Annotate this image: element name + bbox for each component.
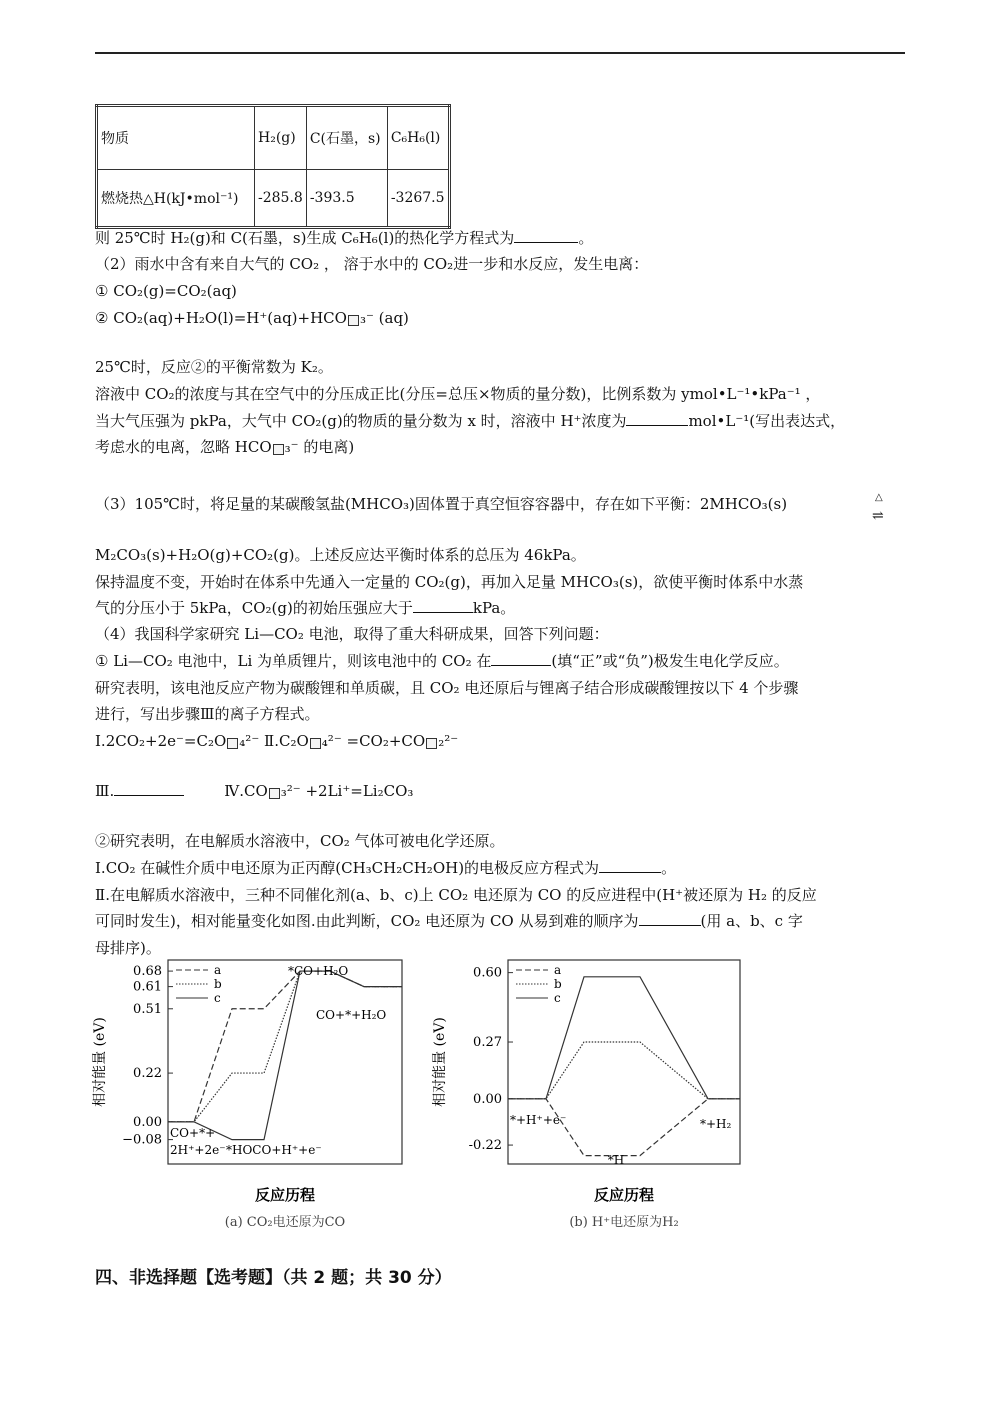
- series-line-b: [508, 1042, 740, 1099]
- text-line: ① Li—CO₂ 电池中，Li 为单质锂片，则该电池中的 CO₂ 在 (填“正”或“负”)极发生电化学反应。: [95, 652, 789, 670]
- table-row: [97, 170, 450, 228]
- answer-blank: [599, 858, 661, 873]
- text-line: 气的分压小于 5kPa，CO₂(g)的初始压强应大于 kPa。: [95, 599, 516, 617]
- chart-annotation: *HOCO+H⁺+e⁻: [226, 1143, 322, 1157]
- missing-image-icon: [348, 315, 359, 326]
- legend-label: a: [554, 963, 562, 977]
- y-tick-label: 0.61: [133, 979, 162, 995]
- text-line: M₂CO₃(s)+H₂O(g)+CO₂(g)。上述反应达平衡时体系的总压为 46kPa。: [95, 546, 586, 564]
- legend-label: b: [214, 977, 222, 991]
- answer-blank: [514, 228, 578, 243]
- text-line: 当大气压强为 pkPa，大气中 CO₂(g)的物质的量分数为 x 时，溶液中 H⁺浓度为 mol•L⁻¹(写出表达式，: [95, 412, 846, 430]
- text-line: ②研究表明，在电解质水溶液中，CO₂ 气体可被电化学还原。: [95, 832, 505, 850]
- y-axis-label: 相对能量 (eV): [432, 1017, 448, 1107]
- series-line-b: [168, 971, 402, 1122]
- chart-annotation: *CO+H₂O: [288, 964, 349, 978]
- chart-annotation: CO+*+: [170, 1126, 216, 1140]
- answer-blank: [114, 781, 184, 796]
- y-tick-label: 0.68: [133, 964, 162, 980]
- missing-image-icon: [273, 444, 284, 455]
- answer-blank: [626, 411, 688, 426]
- table-header-cell: C₆H₆(l): [387, 106, 449, 170]
- table-header-cell: 物质: [97, 106, 255, 170]
- chart-annotation: *H: [607, 1153, 625, 1167]
- text-line: 母排序)。: [95, 939, 161, 957]
- y-tick-label: 0.22: [133, 1066, 162, 1082]
- text-line: Ⅱ.在电解质水溶液中，三种不同催化剂(a、b、c)上 CO₂ 电还原为 CO 的反应进程中(H⁺被还原为 H₂ 的反应: [95, 886, 817, 904]
- table-header-cell: C(石墨，s): [306, 106, 387, 170]
- text-line: Ⅰ.CO₂ 在碱性介质中电还原为正丙醇(CH₃CH₂CH₂OH)的电极反应方程式为 。: [95, 859, 677, 877]
- x-axis-label: 反应历程: [254, 1186, 316, 1204]
- series-line-c: [508, 977, 740, 1099]
- text-line: 则 25℃时 H₂(g)和 C(石墨，s)生成 C₆H₆(l)的热化学方程式为 。: [95, 229, 594, 247]
- text-line: 保持温度不变，开始时在体系中先通入一定量的 CO₂(g)，再加入足量 MHCO₃(s)，欲使平衡时体系中水蒸: [95, 573, 804, 591]
- table-cell: -3267.5: [387, 170, 449, 228]
- y-axis-label: 相对能量 (eV): [92, 1017, 108, 1107]
- legend-label: c: [214, 991, 221, 1005]
- chart-title: (b) H⁺电还原为H₂: [569, 1215, 679, 1230]
- y-tick-label: −0.08: [122, 1132, 162, 1148]
- legend-label: b: [554, 977, 562, 991]
- text-line: Ⅰ.2CO₂+2e⁻=C₂O ₄²⁻ Ⅱ.C₂O ₄²⁻ =CO₂+CO ₂²⁻: [95, 732, 459, 750]
- missing-image-icon: [269, 788, 280, 799]
- chart-annotation: 2H⁺+2e⁻: [170, 1143, 226, 1157]
- y-tick-label: 0.51: [133, 1001, 162, 1017]
- text-line: 可同时发生)，相对能量变化如图.由此判断，CO₂ 电还原为 CO 从易到难的顺序为 (用 a、b、c 字: [95, 912, 803, 930]
- x-axis-label: 反应历程: [593, 1186, 655, 1204]
- missing-image-icon: [426, 738, 437, 749]
- text-line: 考虑水的电离，忽略 HCO ₃⁻ 的电离): [95, 438, 355, 456]
- equilibrium-arrow-icon: ⇌: [872, 508, 884, 524]
- text-line: 进行，写出步骤Ⅲ的离子方程式。: [95, 705, 320, 723]
- energy-chart-b: [430, 950, 760, 1230]
- table-row: [97, 106, 450, 170]
- answer-blank: [491, 651, 551, 666]
- text-line: ② CO₂(aq)+H₂O(l)=H⁺(aq)+HCO ₃⁻ (aq): [95, 309, 409, 327]
- table-cell: -393.5: [306, 170, 387, 228]
- series-line-c: [168, 971, 402, 1140]
- table-cell: -285.8: [255, 170, 307, 228]
- y-tick-label: 0.00: [473, 1091, 502, 1107]
- text-line: ① CO₂(g)=CO₂(aq): [95, 282, 237, 300]
- missing-image-icon: [310, 738, 321, 749]
- legend-label: c: [554, 991, 561, 1005]
- table-header-cell: H₂(g): [255, 106, 307, 170]
- header-rule: [95, 52, 905, 54]
- y-tick-label: -0.22: [468, 1138, 502, 1154]
- chart-annotation: *+H₂: [700, 1117, 732, 1131]
- series-line-a: [168, 971, 402, 1122]
- chart-annotation: CO+*+H₂O: [316, 1008, 387, 1022]
- y-tick-label: 0.60: [473, 965, 502, 981]
- answer-blank: [413, 598, 473, 613]
- text-line: 研究表明，该电池反应产物为碳酸锂和单质碳，且 CO₂ 电还原后与锂离子结合形成碳酸锂按以下 4 个步骤: [95, 679, 799, 697]
- answer-blank: [639, 911, 701, 926]
- text-line: （3）105℃时，将足量的某碳酸氢盐(MHCO₃)固体置于真空恒容容器中，存在如下平衡：2MHCO₃(s): [95, 495, 788, 513]
- delta-mark: △: [875, 492, 883, 503]
- section-heading: 四、非选择题【选考题】（共 2 题；共 30 分）: [95, 1268, 452, 1288]
- text-line: （4）我国科学家研究 Li—CO₂ 电池，取得了重大科研成果，回答下列问题：: [95, 625, 609, 643]
- legend-label: a: [214, 963, 222, 977]
- text-line: 溶液中 CO₂的浓度与其在空气中的分压成正比(分压=总压×物质的量分数)，比例系数为 ymol•L⁻¹•kPa⁻¹ ，: [95, 385, 821, 403]
- combustion-heat-table: [95, 104, 451, 229]
- text-line: 25℃时，反应②的平衡常数为 K₂。: [95, 358, 333, 376]
- y-tick-label: 0.00: [133, 1114, 162, 1130]
- plot-frame: [508, 960, 740, 1164]
- text-line: Ⅲ. Ⅳ.CO ₃²⁻ +2Li⁺=Li₂CO₃: [95, 782, 414, 800]
- missing-image-icon: [227, 738, 238, 749]
- chart-annotation: *+H⁺+e⁻: [510, 1113, 567, 1127]
- energy-chart-a: [90, 950, 420, 1230]
- table-row-label: 燃烧热△H(kJ•mol⁻¹): [97, 170, 255, 228]
- y-tick-label: 0.27: [473, 1035, 502, 1051]
- text-line: （2）雨水中含有来自大气的 CO₂ ， 溶于水中的 CO₂进一步和水反应，发生电离：: [95, 255, 649, 273]
- chart-title: (a) CO₂电还原为CO: [224, 1215, 346, 1230]
